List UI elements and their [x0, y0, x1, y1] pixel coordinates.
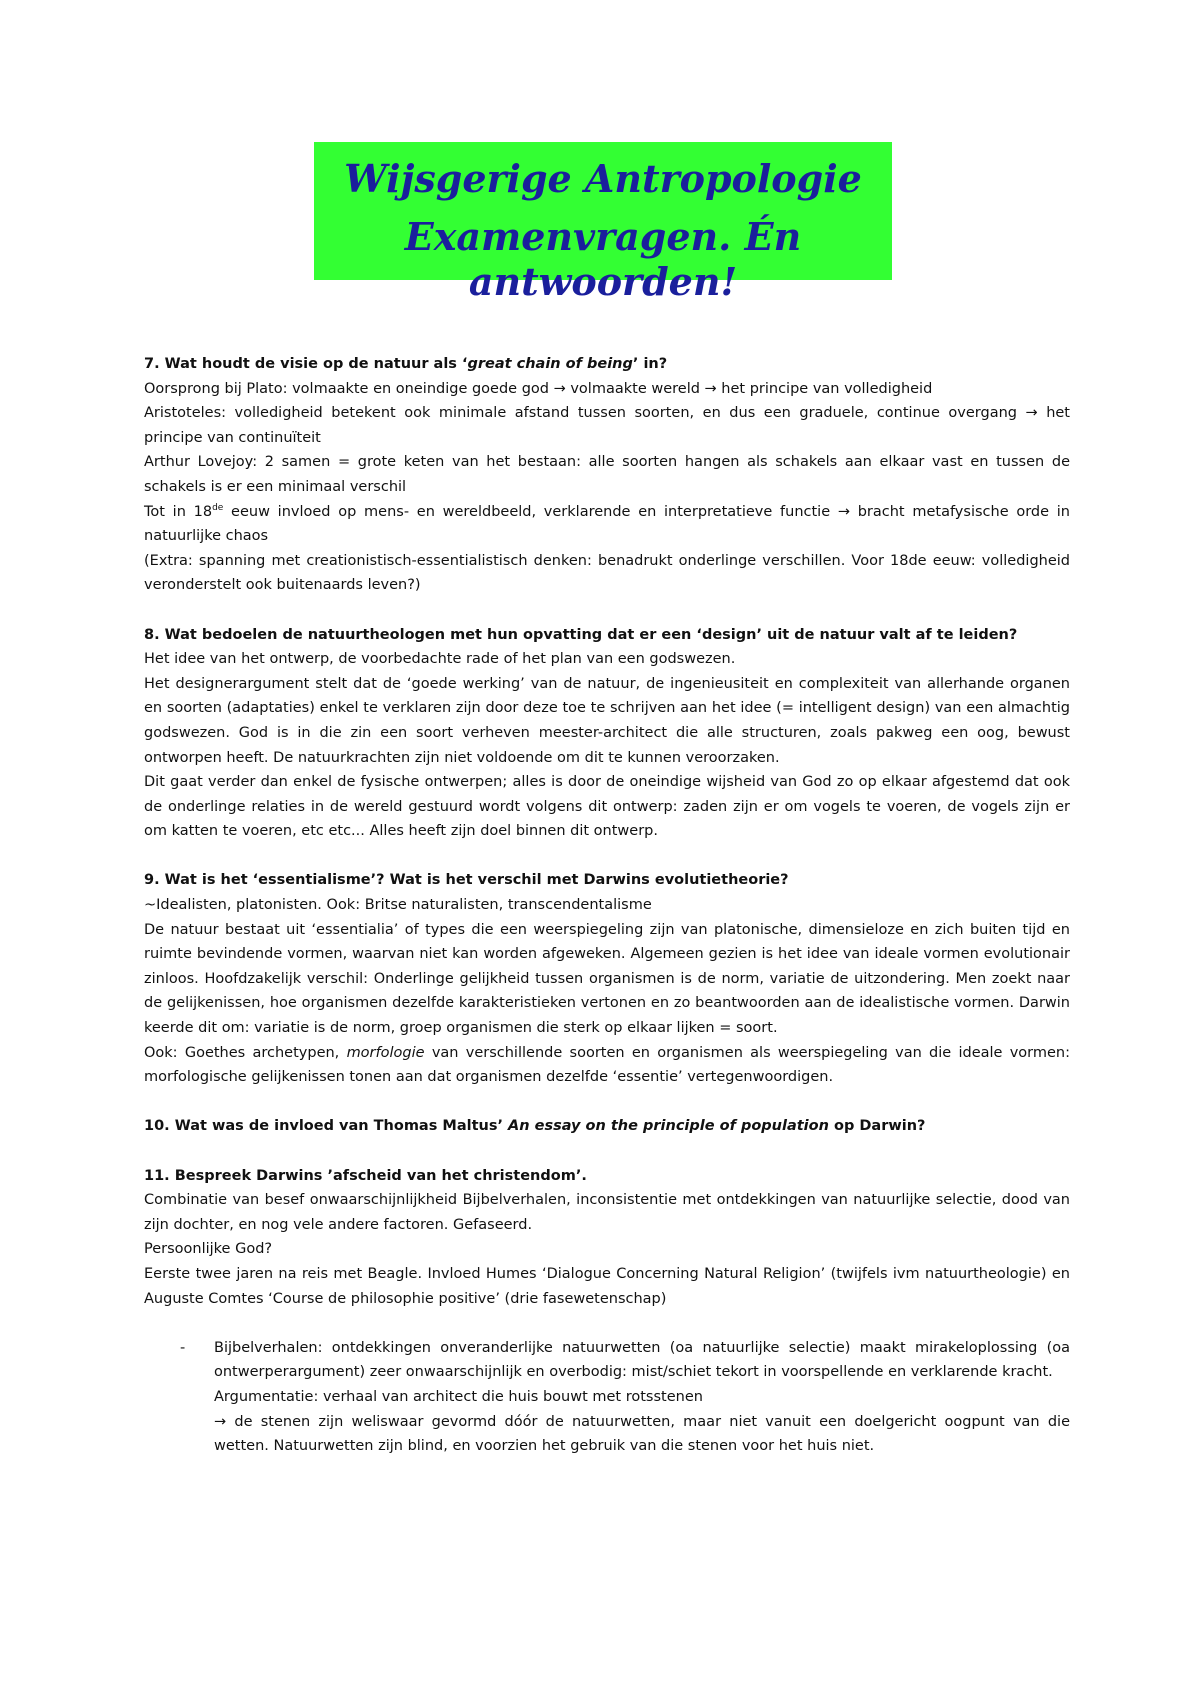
question-7-term: great chain of being	[467, 356, 633, 372]
list-item-text-3: → de stenen zijn weliswaar gevormd dóór de natuurwetten, maar niet vanuit een doelgericht oogpunt van die wetten. Natuurwetten zijn blind, en voorzien het gebruik van die stenen voor het huis niet.	[214, 1413, 1070, 1455]
answer-7-line-5: (Extra: spanning met creationistisch-essentialistisch denken: benadrukt onderlinge verschillen. Voor 18de eeuw: volledigheid veronderstelt ook buitenaards leven?)	[144, 552, 1070, 594]
document-title: Wijsgerige Antropologie	[344, 156, 862, 201]
answer-7-line-3: Arthur Lovejoy: 2 samen = grote keten van het bestaan: alle soorten hangen als schakels aan elkaar vast en tussen de schakels is er een minimaal verschil	[144, 454, 1070, 495]
answer-9-line-1: ~Idealisten, platonisten. Ook: Britse naturalisten, transcendentalisme	[144, 897, 652, 914]
spacer	[144, 598, 1070, 623]
spacer	[144, 1090, 1070, 1115]
question-7	[144, 352, 1070, 377]
spacer	[144, 1311, 1070, 1336]
question-8: 8. Wat bedoelen de natuurtheologen met hun opvatting dat er een ‘design’ uit de natuur valt af te leiden?	[144, 626, 1018, 643]
document-subtitle: Examenvragen. Én antwoorden!	[404, 214, 802, 304]
answer-7-line-2: Aristoteles: volledigheid betekent ook minimale afstand tussen soorten, en dus een graduele, continue overgang → het principe van continuïteit	[144, 405, 1070, 446]
answer-11-line-2: Persoonlijke God?	[144, 1241, 273, 1258]
answer-7-line-4	[144, 500, 1070, 549]
document-body	[144, 352, 1070, 1459]
question-11: 11. Bespreek Darwins ’afscheid van het christendom’.	[144, 1167, 587, 1184]
answer-7-sup: de	[212, 502, 224, 513]
list-item-text-2: Argumentatie: verhaal van architect die huis bouwt met rotsstenen	[214, 1388, 703, 1405]
answer-7-line-1: Oorsprong bij Plato: volmaakte en oneindige goede god → volmaakte wereld → het principe van volledigheid	[144, 380, 933, 397]
answer-8-line-1: Het idee van het ontwerp, de voorbedachte rade of het plan van een godswezen.	[144, 651, 736, 668]
question-10	[144, 1114, 1070, 1139]
answer-11-line-1: Combinatie van besef onwaarschijnlijkheid Bijbelverhalen, inconsistentie met ontdekkingen van natuurlijke selectie, dood van zijn dochter, en nog vele andere factoren. Gefaseerd.	[144, 1192, 1070, 1233]
spacer	[144, 844, 1070, 869]
question-9: 9. Wat is het ‘essentialisme’? Wat is het verschil met Darwins evolutietheorie?	[144, 872, 789, 889]
answer-9-line-3-post: van verschillende soorten en organismen als weerspiegeling van die ideale vormen: morfologische gelijkenissen tonen aan dat organismen dezelfde ‘essentie’ vertegenwoordigen.	[144, 1044, 1070, 1086]
answer-9-line-3	[144, 1041, 1070, 1090]
bullet-dash: -	[180, 1339, 186, 1356]
question-10-post: op Darwin?	[828, 1118, 926, 1135]
answer-8-line-3: Dit gaat verder dan enkel de fysische ontwerpen; alles is door de oneindige wijsheid van God zo op elkaar afgestemd dat ook de onderlinge relaties in de wereld gestuurd wordt volgens dit ontwerp: zaden zijn er om vogels te voeren, de vogels zijn er om katten te voeren, etc etc... Alles heeft zijn doel binnen dit ontwerp.	[144, 774, 1070, 840]
answer-9-line-3-pre: Ook: Goethes archetypen,	[144, 1044, 347, 1061]
question-10-term: An essay on the principle of population	[508, 1118, 829, 1135]
answer-7-line-4-pre: Tot in 18	[144, 503, 213, 520]
spacer	[144, 1139, 1070, 1164]
list-item	[144, 1336, 1070, 1459]
title-highlight-box	[314, 142, 892, 304]
question-10-pre: 10. Wat was de invloed van Thomas Maltus’	[144, 1118, 509, 1135]
answer-9-line-2: De natuur bestaat uit ‘essentialia’ of types die een weerspiegeling zijn van platonische, dimensieloze en zich buiten tijd en ruimte bevindende vormen, waarvan niet kan worden afgeweken. Algemeen gezien is het idee van ideale vormen evolutionair zinloos. Hoofdzakelijk verschil: Onderlinge gelijkheid tussen organismen is de norm, variatie de uitzondering. Men zoekt naar de gelijkenissen, hoe organismen dezelfde karakteristieken vertonen en zo beantwoorden aan de idealistische vormen. Darwin keerde dit om: variatie is de norm, groep organismen die sterk op elkaar lijken = soort.	[144, 921, 1070, 1037]
list-item-text-1: Bijbelverhalen: ontdekkingen onveranderlijke natuurwetten (oa natuurlijke selectie) maakt mirakeloplossing (oa ontwerperargument) zeer onwaarschijnlijk en overbodig: mist/schiet tekort in voorspellende en verklarende kracht.	[214, 1339, 1070, 1381]
answer-8-line-2: Het designerargument stelt dat de ‘goede werking’ van de natuur, de ingenieusiteit en complexiteit van allerhande organen en soorten (adaptaties) enkel te verklaren zijn door deze toe te schrijven aan het idee (= intelligent design) van een almachtig godswezen. God is in die zin een soort verheven meester-architect die alle structuren, zoals pakweg een oog, bewust ontworpen heeft. De natuurkrachten zijn niet voldoende om dit te kunnen veroorzaken.	[144, 675, 1070, 766]
question-7-text: 7. Wat houdt de visie op de natuur als ‘	[144, 356, 468, 372]
answer-9-term: morfologie	[346, 1044, 425, 1061]
answer-7-line-4-post: eeuw invloed op mens- en wereldbeeld, verklarende en interpretatieve functie → bracht metafysische orde in natuurlijke chaos	[144, 503, 1070, 545]
question-7-end: ’ in?	[632, 356, 668, 372]
answer-11-line-3: Eerste twee jaren na reis met Beagle. Invloed Humes ‘Dialogue Concerning Natural Religion’ (twijfels ivm natuurtheologie) en Auguste Comtes ‘Course de philosophie positive’ (drie fasewetenschap)	[144, 1265, 1070, 1307]
